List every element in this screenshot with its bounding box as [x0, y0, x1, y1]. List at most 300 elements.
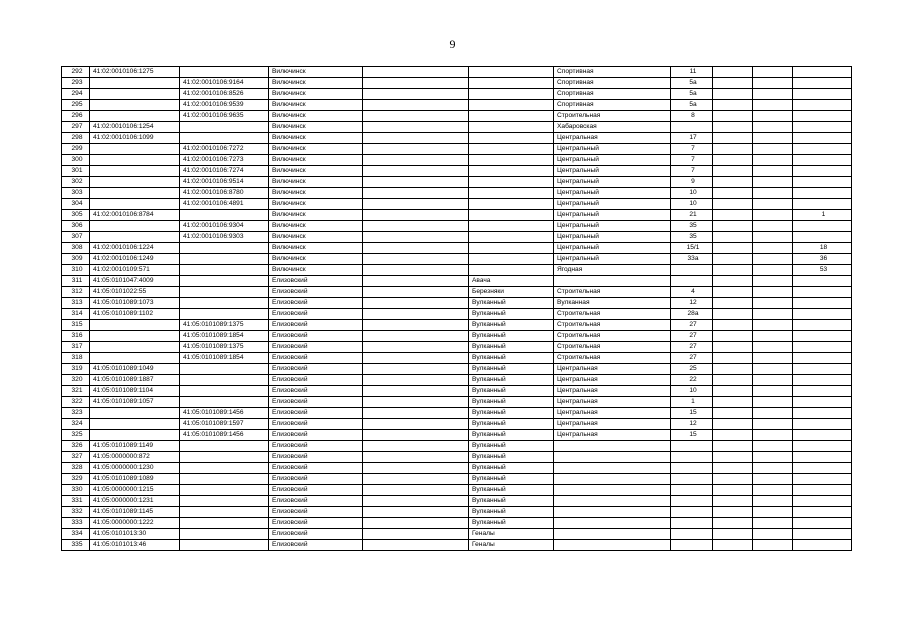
empty-cell	[363, 485, 469, 496]
cadastral-number-cell: 41:05:0101022:55	[90, 287, 180, 298]
settlement-cell: Вулканный	[469, 375, 554, 386]
extra-cell-2	[753, 441, 793, 452]
house-cell: 21	[671, 210, 713, 221]
house-cell	[671, 122, 713, 133]
extra-cell-1	[713, 199, 753, 210]
empty-cell	[363, 408, 469, 419]
empty-cell	[363, 276, 469, 287]
related-cadastral-number-cell: 41:02:0010106:7274	[180, 166, 269, 177]
row-number: 326	[62, 441, 90, 452]
extra-cell-1	[713, 89, 753, 100]
extra-cell-3	[793, 188, 852, 199]
extra-cell-3	[793, 276, 852, 287]
empty-cell	[363, 188, 469, 199]
row-number: 330	[62, 485, 90, 496]
district-cell: Елизовский	[269, 430, 363, 441]
district-cell: Вилючинск	[269, 177, 363, 188]
extra-cell-3	[793, 78, 852, 89]
row-number: 332	[62, 507, 90, 518]
district-cell: Вилючинск	[269, 111, 363, 122]
district-cell: Елизовский	[269, 529, 363, 540]
cadastral-number-cell	[90, 320, 180, 331]
settlement-cell: Вулканный	[469, 430, 554, 441]
row-number: 328	[62, 463, 90, 474]
empty-cell	[363, 67, 469, 78]
extra-cell-3	[793, 408, 852, 419]
empty-cell	[363, 474, 469, 485]
cadastral-number-cell: 41:02:0010106:1254	[90, 122, 180, 133]
table-row	[62, 441, 852, 452]
extra-cell-2	[753, 210, 793, 221]
table-row	[62, 364, 852, 375]
cadastral-number-cell: 41:05:0000000:1222	[90, 518, 180, 529]
street-cell: Центральный	[554, 144, 671, 155]
table-row	[62, 353, 852, 364]
settlement-cell: Вулканный	[469, 518, 554, 529]
house-cell: 12	[671, 298, 713, 309]
extra-cell-2	[753, 111, 793, 122]
street-cell: Строительная	[554, 342, 671, 353]
street-cell: Центральный	[554, 210, 671, 221]
street-cell	[554, 496, 671, 507]
row-number: 321	[62, 386, 90, 397]
extra-cell-1	[713, 133, 753, 144]
table-row	[62, 144, 852, 155]
street-cell: Центральный	[554, 243, 671, 254]
extra-cell-3	[793, 430, 852, 441]
house-cell: 35	[671, 232, 713, 243]
related-cadastral-number-cell	[180, 386, 269, 397]
row-number: 292	[62, 67, 90, 78]
row-number: 319	[62, 364, 90, 375]
empty-cell	[363, 221, 469, 232]
cadastral-number-cell: 41:05:0000000:1215	[90, 485, 180, 496]
table-row	[62, 287, 852, 298]
related-cadastral-number-cell	[180, 254, 269, 265]
empty-cell	[363, 133, 469, 144]
settlement-cell	[469, 210, 554, 221]
extra-cell-2	[753, 419, 793, 430]
row-number: 293	[62, 78, 90, 89]
house-cell	[671, 276, 713, 287]
cadastral-number-cell	[90, 353, 180, 364]
settlement-cell: Вулканный	[469, 463, 554, 474]
extra-cell-2	[753, 518, 793, 529]
settlement-cell	[469, 144, 554, 155]
row-number: 333	[62, 518, 90, 529]
related-cadastral-number-cell: 41:05:0101089:1375	[180, 342, 269, 353]
table-row	[62, 78, 852, 89]
related-cadastral-number-cell	[180, 309, 269, 320]
extra-cell-2	[753, 298, 793, 309]
settlement-cell: Вулканный	[469, 320, 554, 331]
street-cell: Центральная	[554, 419, 671, 430]
related-cadastral-number-cell	[180, 243, 269, 254]
extra-cell-2	[753, 177, 793, 188]
settlement-cell	[469, 177, 554, 188]
empty-cell	[363, 430, 469, 441]
cadastral-number-cell: 41:02:0010106:1249	[90, 254, 180, 265]
district-cell: Елизовский	[269, 419, 363, 430]
row-number: 295	[62, 100, 90, 111]
row-number: 297	[62, 122, 90, 133]
extra-cell-1	[713, 364, 753, 375]
row-number: 316	[62, 331, 90, 342]
district-cell: Елизовский	[269, 331, 363, 342]
house-cell: 7	[671, 144, 713, 155]
street-cell: Центральная	[554, 408, 671, 419]
house-cell	[671, 441, 713, 452]
row-number: 301	[62, 166, 90, 177]
extra-cell-1	[713, 397, 753, 408]
extra-cell-1	[713, 485, 753, 496]
settlement-cell: Вулканный	[469, 485, 554, 496]
related-cadastral-number-cell	[180, 287, 269, 298]
house-cell: 25	[671, 364, 713, 375]
street-cell: Строительная	[554, 287, 671, 298]
related-cadastral-number-cell: 41:05:0101089:1854	[180, 353, 269, 364]
house-cell: 27	[671, 353, 713, 364]
row-number: 312	[62, 287, 90, 298]
street-cell	[554, 441, 671, 452]
street-cell: Центральный	[554, 254, 671, 265]
street-cell: Спортивная	[554, 67, 671, 78]
table-row	[62, 452, 852, 463]
extra-cell-3	[793, 397, 852, 408]
extra-cell-2	[753, 166, 793, 177]
table-row	[62, 276, 852, 287]
district-cell: Елизовский	[269, 375, 363, 386]
district-cell: Вилючинск	[269, 155, 363, 166]
district-cell: Елизовский	[269, 320, 363, 331]
row-number: 322	[62, 397, 90, 408]
extra-cell-3	[793, 474, 852, 485]
extra-cell-3	[793, 540, 852, 551]
district-cell: Елизовский	[269, 276, 363, 287]
district-cell: Елизовский	[269, 298, 363, 309]
extra-cell-2	[753, 507, 793, 518]
street-cell: Спортивная	[554, 100, 671, 111]
cadastral-number-cell: 41:05:0101089:1089	[90, 474, 180, 485]
cadastral-number-cell: 41:05:0101089:1102	[90, 309, 180, 320]
cadastral-number-cell	[90, 155, 180, 166]
house-cell: 8	[671, 111, 713, 122]
street-cell: Центральный	[554, 155, 671, 166]
street-cell: Вулканная	[554, 298, 671, 309]
related-cadastral-number-cell	[180, 276, 269, 287]
cadastral-number-cell	[90, 221, 180, 232]
district-cell: Вилючинск	[269, 67, 363, 78]
extra-cell-3	[793, 364, 852, 375]
extra-cell-2	[753, 254, 793, 265]
extra-cell-3	[793, 452, 852, 463]
extra-cell-1	[713, 210, 753, 221]
row-number: 294	[62, 89, 90, 100]
house-cell: 15	[671, 430, 713, 441]
district-cell: Вилючинск	[269, 166, 363, 177]
street-cell: Центральный	[554, 188, 671, 199]
house-cell	[671, 529, 713, 540]
extra-cell-2	[753, 188, 793, 199]
street-cell: Строительная	[554, 111, 671, 122]
house-cell: 33а	[671, 254, 713, 265]
empty-cell	[363, 375, 469, 386]
street-cell: Центральная	[554, 364, 671, 375]
cadastral-number-cell: 41:05:0101089:1145	[90, 507, 180, 518]
house-cell: 1	[671, 397, 713, 408]
district-cell: Вилючинск	[269, 100, 363, 111]
extra-cell-1	[713, 309, 753, 320]
extra-cell-1	[713, 375, 753, 386]
extra-cell-1	[713, 474, 753, 485]
row-number: 304	[62, 199, 90, 210]
street-cell	[554, 276, 671, 287]
related-cadastral-number-cell: 41:02:0010106:8526	[180, 89, 269, 100]
street-cell	[554, 463, 671, 474]
table-row	[62, 155, 852, 166]
extra-cell-2	[753, 496, 793, 507]
street-cell: Центральный	[554, 221, 671, 232]
extra-cell-2	[753, 529, 793, 540]
extra-cell-2	[753, 540, 793, 551]
related-cadastral-number-cell	[180, 485, 269, 496]
extra-cell-3	[793, 221, 852, 232]
registry-table	[61, 66, 852, 551]
cadastral-number-cell: 41:05:0000000:1230	[90, 463, 180, 474]
empty-cell	[363, 100, 469, 111]
table-row	[62, 177, 852, 188]
settlement-cell	[469, 89, 554, 100]
district-cell: Елизовский	[269, 287, 363, 298]
table-row	[62, 408, 852, 419]
related-cadastral-number-cell	[180, 474, 269, 485]
street-cell: Центральная	[554, 133, 671, 144]
empty-cell	[363, 111, 469, 122]
extra-cell-2	[753, 78, 793, 89]
extra-cell-1	[713, 221, 753, 232]
cadastral-number-cell	[90, 166, 180, 177]
house-cell	[671, 463, 713, 474]
table-row	[62, 375, 852, 386]
house-cell: 22	[671, 375, 713, 386]
related-cadastral-number-cell: 41:02:0010106:9304	[180, 221, 269, 232]
street-cell: Центральный	[554, 199, 671, 210]
extra-cell-1	[713, 265, 753, 276]
row-number: 310	[62, 265, 90, 276]
district-cell: Вилючинск	[269, 188, 363, 199]
related-cadastral-number-cell	[180, 67, 269, 78]
district-cell: Вилючинск	[269, 144, 363, 155]
empty-cell	[363, 78, 469, 89]
extra-cell-2	[753, 221, 793, 232]
empty-cell	[363, 309, 469, 320]
row-number: 320	[62, 375, 90, 386]
related-cadastral-number-cell	[180, 441, 269, 452]
street-cell: Строительная	[554, 331, 671, 342]
district-cell: Вилючинск	[269, 265, 363, 276]
settlement-cell: Вулканный	[469, 441, 554, 452]
extra-cell-1	[713, 166, 753, 177]
extra-cell-3	[793, 199, 852, 210]
row-number: 305	[62, 210, 90, 221]
table-row	[62, 122, 852, 133]
settlement-cell: Вулканный	[469, 496, 554, 507]
cadastral-number-cell: 41:05:0000000:872	[90, 452, 180, 463]
related-cadastral-number-cell: 41:02:0010106:9514	[180, 177, 269, 188]
house-cell: 12	[671, 419, 713, 430]
settlement-cell: Вулканный	[469, 364, 554, 375]
registry-rows	[62, 67, 852, 551]
empty-cell	[363, 265, 469, 276]
house-cell: 10	[671, 199, 713, 210]
extra-cell-3	[793, 298, 852, 309]
cadastral-number-cell	[90, 78, 180, 89]
empty-cell	[363, 122, 469, 133]
extra-cell-2	[753, 133, 793, 144]
extra-cell-2	[753, 430, 793, 441]
related-cadastral-number-cell: 41:02:0010106:9303	[180, 232, 269, 243]
extra-cell-1	[713, 441, 753, 452]
row-number: 309	[62, 254, 90, 265]
settlement-cell	[469, 111, 554, 122]
empty-cell	[363, 320, 469, 331]
house-cell: 9	[671, 177, 713, 188]
extra-cell-2	[753, 265, 793, 276]
street-cell: Строительная	[554, 309, 671, 320]
settlement-cell	[469, 122, 554, 133]
settlement-cell	[469, 155, 554, 166]
street-cell: Спортивная	[554, 89, 671, 100]
extra-cell-3	[793, 529, 852, 540]
extra-cell-3	[793, 133, 852, 144]
settlement-cell: Вулканный	[469, 408, 554, 419]
extra-cell-1	[713, 122, 753, 133]
district-cell: Елизовский	[269, 397, 363, 408]
house-cell	[671, 507, 713, 518]
table-row	[62, 210, 852, 221]
empty-cell	[363, 353, 469, 364]
row-number: 327	[62, 452, 90, 463]
street-cell: Строительная	[554, 353, 671, 364]
cadastral-number-cell	[90, 144, 180, 155]
empty-cell	[363, 331, 469, 342]
table-row	[62, 166, 852, 177]
related-cadastral-number-cell	[180, 452, 269, 463]
house-cell	[671, 265, 713, 276]
street-cell	[554, 540, 671, 551]
district-cell: Елизовский	[269, 518, 363, 529]
extra-cell-2	[753, 342, 793, 353]
extra-cell-2	[753, 287, 793, 298]
cadastral-number-cell: 41:05:0101013:46	[90, 540, 180, 551]
settlement-cell	[469, 243, 554, 254]
cadastral-number-cell: 41:05:0000000:1231	[90, 496, 180, 507]
related-cadastral-number-cell: 41:02:0010106:9539	[180, 100, 269, 111]
extra-cell-3: 1	[793, 210, 852, 221]
extra-cell-2	[753, 331, 793, 342]
table-row	[62, 474, 852, 485]
related-cadastral-number-cell	[180, 133, 269, 144]
table-row	[62, 111, 852, 122]
extra-cell-3	[793, 232, 852, 243]
extra-cell-3	[793, 353, 852, 364]
table-row	[62, 419, 852, 430]
settlement-cell: Вулканный	[469, 474, 554, 485]
table-row	[62, 331, 852, 342]
row-number: 314	[62, 309, 90, 320]
row-number: 311	[62, 276, 90, 287]
district-cell: Вилючинск	[269, 199, 363, 210]
table-row	[62, 309, 852, 320]
related-cadastral-number-cell	[180, 364, 269, 375]
district-cell: Вилючинск	[269, 78, 363, 89]
extra-cell-2	[753, 485, 793, 496]
cadastral-number-cell: 41:05:0101089:1887	[90, 375, 180, 386]
house-cell: 10	[671, 188, 713, 199]
cadastral-number-cell	[90, 199, 180, 210]
empty-cell	[363, 342, 469, 353]
extra-cell-3: 36	[793, 254, 852, 265]
table-row	[62, 188, 852, 199]
table-row	[62, 507, 852, 518]
street-cell: Центральный	[554, 232, 671, 243]
extra-cell-3: 18	[793, 243, 852, 254]
extra-cell-1	[713, 342, 753, 353]
table-row	[62, 540, 852, 551]
row-number: 303	[62, 188, 90, 199]
table-row	[62, 199, 852, 210]
house-cell	[671, 540, 713, 551]
district-cell: Вилючинск	[269, 254, 363, 265]
house-cell	[671, 518, 713, 529]
extra-cell-3	[793, 342, 852, 353]
extra-cell-1	[713, 507, 753, 518]
table-row	[62, 320, 852, 331]
cadastral-number-cell	[90, 89, 180, 100]
extra-cell-2	[753, 474, 793, 485]
house-cell: 27	[671, 331, 713, 342]
table-row	[62, 133, 852, 144]
street-cell: Центральная	[554, 430, 671, 441]
street-cell: Спортивная	[554, 78, 671, 89]
related-cadastral-number-cell	[180, 518, 269, 529]
cadastral-number-cell: 41:05:0101047:4009	[90, 276, 180, 287]
row-number: 323	[62, 408, 90, 419]
street-cell: Центральный	[554, 177, 671, 188]
related-cadastral-number-cell	[180, 540, 269, 551]
cadastral-number-cell: 41:02:0010106:1275	[90, 67, 180, 78]
cadastral-number-cell	[90, 408, 180, 419]
extra-cell-1	[713, 100, 753, 111]
extra-cell-1	[713, 111, 753, 122]
row-number: 324	[62, 419, 90, 430]
extra-cell-2	[753, 144, 793, 155]
extra-cell-2	[753, 452, 793, 463]
extra-cell-1	[713, 331, 753, 342]
cadastral-number-cell	[90, 331, 180, 342]
extra-cell-2	[753, 276, 793, 287]
empty-cell	[363, 364, 469, 375]
district-cell: Вилючинск	[269, 232, 363, 243]
house-cell: 17	[671, 133, 713, 144]
extra-cell-1	[713, 408, 753, 419]
row-number: 302	[62, 177, 90, 188]
street-cell: Ягодная	[554, 265, 671, 276]
extra-cell-1	[713, 243, 753, 254]
house-cell: 5а	[671, 100, 713, 111]
extra-cell-3	[793, 463, 852, 474]
extra-cell-1	[713, 529, 753, 540]
